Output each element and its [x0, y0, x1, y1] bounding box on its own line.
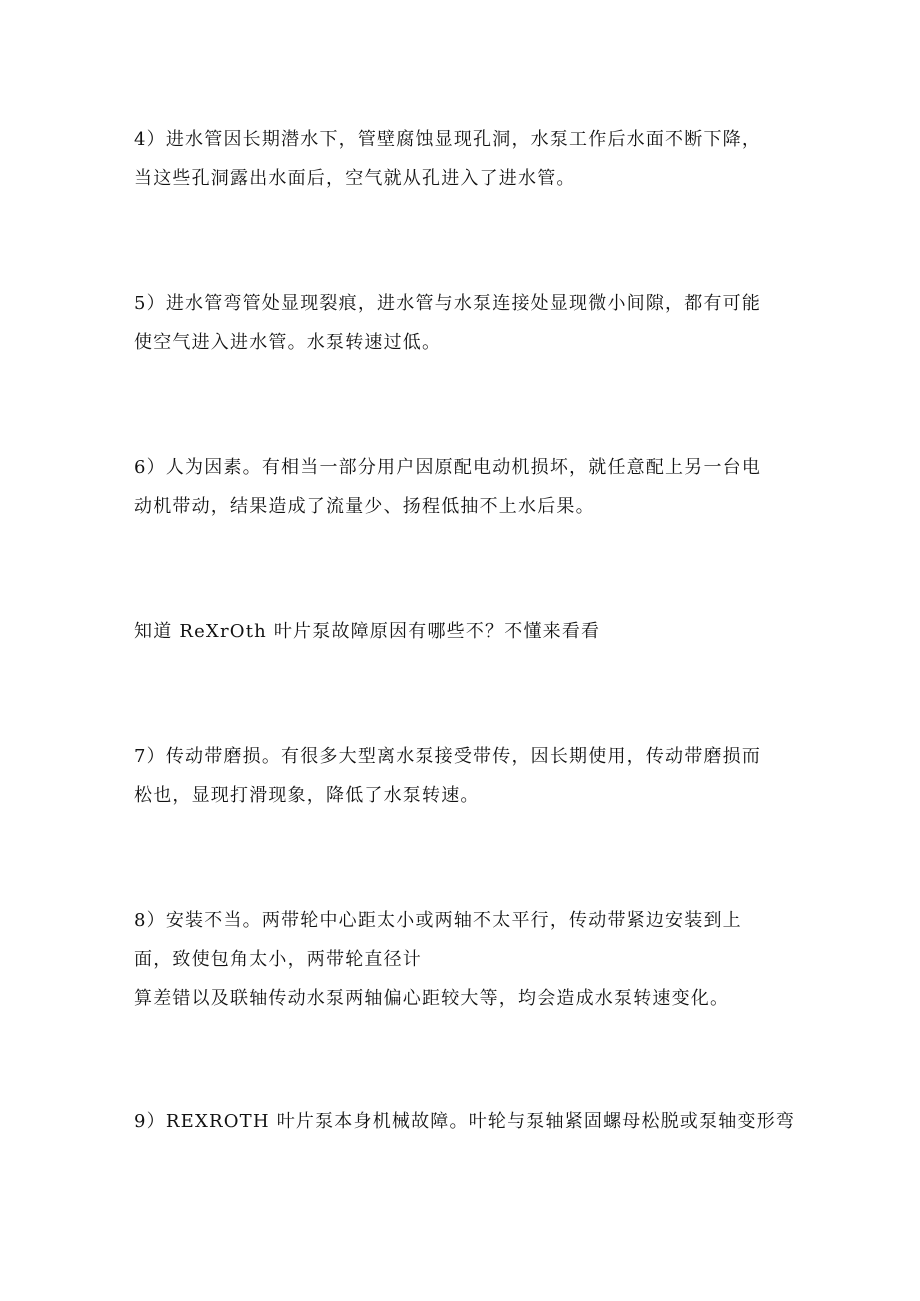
section-heading [134, 612, 794, 651]
text-line: 4）进水管因长期潜水下，管壁腐蚀显现孔洞，水泵工作后水面不断下降， [134, 129, 762, 150]
text-line: 8）安装不当。两带轮中心距太小或两轴不太平行，传动带紧边安装到上 [134, 910, 742, 931]
paragraph-item-9 [134, 1102, 794, 1141]
text-line: 9）REXROTH 叶片泵本身机械故障。叶轮与泵轴紧固螺母松脱或泵轴变形弯 [134, 1111, 796, 1132]
text-line: 使空气进入进水管。水泵转速过低。 [134, 332, 442, 353]
paragraph-item-5 [134, 284, 794, 362]
text-line: 松也，显现打滑现象，降低了水泵转速。 [134, 785, 480, 806]
text-line: 7）传动带磨损。有很多大型离水泵接受带传，因长期使用，传动带磨损而 [134, 746, 762, 767]
paragraph-item-6 [134, 448, 794, 526]
text-line: 面，致使包角太小，两带轮直径计 [134, 949, 422, 970]
paragraph-item-8 [134, 901, 794, 1018]
text-line: 6）人为因素。有相当一部分用户因原配电动机损坏，就任意配上另一台电 [134, 457, 762, 478]
paragraph-item-7 [134, 737, 794, 815]
text-line: 知道 ReXrOth 叶片泵故障原因有哪些不？不懂来看看 [134, 621, 601, 642]
text-line: 动机带动，结果造成了流量少、扬程低抽不上水后果。 [134, 496, 595, 517]
text-line: 算差错以及联轴传动水泵两轴偏心距较大等，均会造成水泵转速变化。 [134, 988, 730, 1009]
text-line: 当这些孔洞露出水面后，空气就从孔进入了进水管。 [134, 168, 576, 189]
text-line: 5）进水管弯管处显现裂痕，进水管与水泵连接处显现微小间隙，都有可能 [134, 293, 762, 314]
paragraph-item-4 [134, 120, 794, 198]
